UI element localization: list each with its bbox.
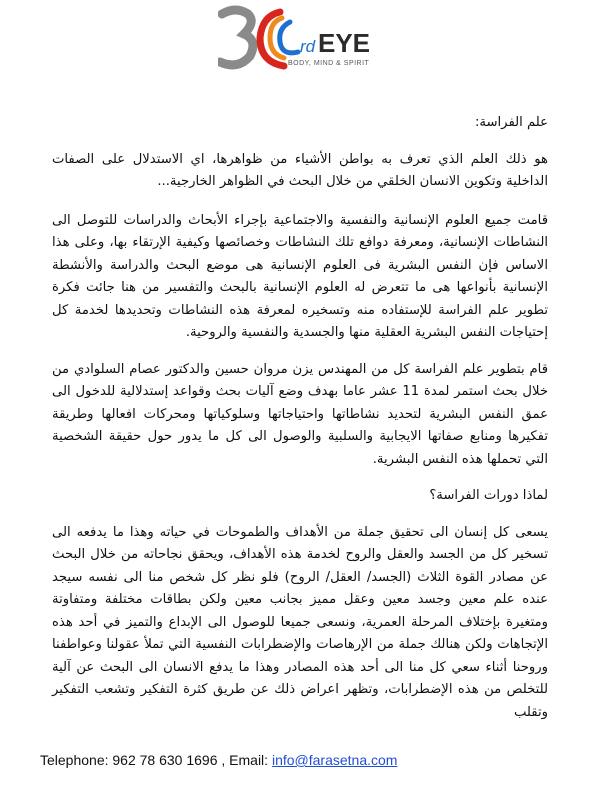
paragraph-goals: يسعى كل إنسان الى تحقيق جملة من الأهداف والطموحات في حياته وهذا ما يدفعه الى تسخير كل من الجسد والعقل والروح لخدمة هذه الأهداف، ويحقق نجاحاته من خلال البحث عن مصادر القوة الثلاث (الجسد/ العقل/ الروح) فلو نظر كل شخص منا الى نفسه سيجد عنده علم معين وجسد معين وعقل مميز بجانب معين ولكن بطاقات مختلفة ومتفاوتة ومتغيرة بإختلاف المرحلة العمرية، ونسعى جميعا للوصول الى الإبداع والتميز في أحد هذه الإتجاهات ولكن هنالك جملة من الإرهاصات والإضطرابات النفسية التي تملأ عقولنا وعواطفنا وروحنا أثناء سعي كل منا الى أحد هذه المصادر وهذا ما يدفع الانسان الى البحث عن آلية للتخلص من هذه الإضطرابات، وتظهر اعراض ذلك عن طريق كثرة التفكير وتشعب التفكير وتقلب [52, 524, 548, 720]
paragraph-development: قام بتطوير علم الفراسة كل من المهندس يزن مروان حسين والدكتور عصام السلوادي من خلال بحث استمر لمدة 11 عشر عاما بهدف وضع آليات بحث وقواعد إستدلالية للدخول الى عمق النفس البشرية لتحديد نشاطاتها واحتياجاتها وسلوكياتها ومحركات افعالها وطريقة تفكيرها ومنابع صفاتها الايجابية والسلبية والوصول الى كل ما يدور حول حقيقة الشخصية التي تحملها هذه النفس البشرية. [52, 361, 548, 467]
company-logo [218, 4, 388, 82]
logo-graphic [218, 4, 388, 82]
logo-tagline: BODY, MIND & SPIRIT [288, 60, 370, 67]
contact-phone-text: Telephone: 962 78 630 1696 , Email: [40, 752, 272, 768]
article-body [52, 112, 548, 738]
logo-suffix: rd [300, 37, 316, 56]
contact-footer [40, 752, 397, 768]
subheading-why-courses: لماذا دورات الفراسة؟ [429, 488, 548, 503]
section-heading: علم الفراسة: [474, 115, 548, 130]
paragraph-definition: هو ذلك العلم الذي تعرف به بواطن الأشياء من ظواهرها، اي الاستدلال على الصفات الداخلية وتكوين الانسان الخلقي من خلال البحث في الظواهر الخارجية... [52, 151, 548, 189]
logo-word: EYE [318, 28, 371, 58]
paragraph-sciences: قامت جميع العلوم الإنسانية والنفسية والاجتماعية بإجراء الأبحاث والدراسات للتوصل الى النشاطات الإنسانية، ومعرفة دوافع تلك النشاطات وخصائصها وكيفية الإرتقاء بها، وعلى هذا الاساس فإن النفس البشرية فى العلوم الإنسانية هى موضع البحث والدراسة والأنشطة الإنسانية بأنواعها هى ما تتعرض له العلوم الإنسانية بالبحث والتفسير من هنا جائت فكرة تطوير علم الفراسة للإستفاده منه وتسخيره لمعرفة هذه النشاطات وتحديدها لخدمة كل إحتياجات النفس البشرية العقلية منها والجسدية والنفسية والروحية. [52, 212, 548, 340]
email-link[interactable]: info@farasetna.com [271, 752, 398, 768]
